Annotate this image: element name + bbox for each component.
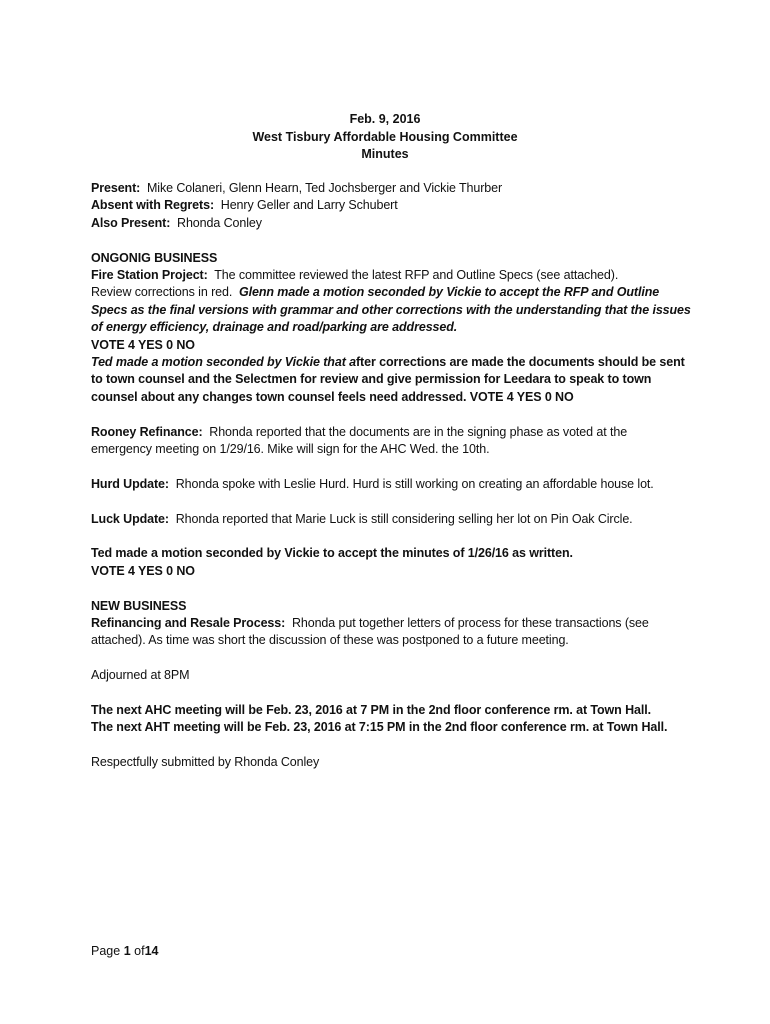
of-word: of: [134, 944, 145, 958]
present-value: Mike Colaneri, Glenn Hearn, Ted Jochsberger and Vickie Thurber: [146, 181, 503, 195]
document-type: Minutes: [361, 147, 409, 161]
new-business-heading: NEW BUSINESS: [91, 598, 187, 613]
refinancing-line-1: [91, 615, 691, 632]
luck-line: [91, 511, 691, 528]
ted-motion-text-2: to town counsel and the Selectmen for review and give permission for Leedara to speak to town: [91, 372, 652, 387]
refinancing-label: Refinancing and Resale Process:: [91, 616, 286, 631]
submitted-by: Respectfully submitted by Rhonda Conley: [91, 755, 320, 770]
next-ahc-meeting: The next AHC meeting will be Feb. 23, 2016 at 7 PM in the 2nd floor conference rm. at Town Hall.: [91, 703, 651, 718]
ted-motion-line-1: [91, 354, 691, 371]
fire-station-line-1: [91, 267, 691, 284]
next-meetings-section: [91, 702, 691, 737]
attendance-section: [91, 180, 691, 232]
next-aht-meeting: The next AHT meeting will be Feb. 23, 2016 at 7:15 PM in the 2nd floor conference rm. at Town Hall.: [91, 720, 668, 735]
present-line: [91, 180, 691, 197]
fire-station-motion-1: Glenn made a motion seconded by Vickie to accept the RFP and Outline: [238, 285, 660, 300]
fire-station-text-2: Review corrections in red.: [91, 285, 233, 300]
rooney-section: [91, 424, 691, 459]
meeting-date: Feb. 9, 2016: [349, 112, 421, 126]
ongoing-business-heading: ONGONIG BUSINESS: [91, 250, 218, 265]
ted-motion-text-3: counsel about any changes town counsel feels need addressed. VOTE 4 YES 0 NO: [91, 389, 574, 404]
luck-text: Rhonda reported that Marie Luck is still considering selling her lot on Pin Oak Circle.: [175, 511, 633, 526]
ted-motion-italic: Ted made a motion seconded by Vickie that a: [91, 355, 356, 370]
present-label: Present:: [91, 181, 141, 195]
fire-station-line-2: [91, 284, 691, 301]
fire-station-label: Fire Station Project:: [91, 268, 208, 283]
new-business-section: [91, 598, 691, 650]
absent-label: Absent with Regrets:: [91, 198, 215, 213]
minutes-motion-section: [91, 545, 691, 580]
also-present-value: Rhonda Conley: [177, 215, 262, 230]
rooney-line-1: [91, 424, 691, 441]
absent-value: Henry Geller and Larry Schubert: [220, 198, 398, 213]
hurd-line: [91, 476, 691, 493]
hurd-text: Rhonda spoke with Leslie Hurd. Hurd is still working on creating an affordable house lot.: [175, 476, 654, 491]
page-word: Page: [91, 944, 121, 958]
refinancing-text-1: Rhonda put together letters of process for these transactions (see: [291, 616, 649, 631]
rooney-label: Rooney Refinance:: [91, 424, 203, 439]
adjourned-line: Adjourned at 8PM: [91, 668, 190, 683]
luck-label: Luck Update:: [91, 511, 169, 526]
document-body: [91, 180, 691, 772]
luck-section: [91, 511, 691, 528]
committee-name: West Tisbury Affordable Housing Committee: [252, 129, 518, 144]
document-header: [0, 111, 770, 164]
hurd-label: Hurd Update:: [91, 476, 169, 491]
page-current: 1: [123, 944, 131, 958]
page-total: 14: [144, 944, 159, 958]
minutes-motion: Ted made a motion seconded by Vickie to accept the minutes of 1/26/16 as written.: [91, 546, 573, 561]
fire-station-motion-2: Specs as the final versions with grammar and other corrections with the understanding that the issues: [91, 302, 691, 317]
also-present-line: [91, 215, 691, 232]
rooney-text-2: emergency meeting on 1/29/16. Mike will sign for the AHC Wed. the 10th.: [91, 442, 490, 457]
rooney-text-1: Rhonda reported that the documents are in the signing phase as voted at the: [209, 424, 628, 439]
also-present-label: Also Present:: [91, 215, 171, 230]
absent-line: [91, 197, 691, 214]
minutes-vote: VOTE 4 YES 0 NO: [91, 563, 195, 578]
refinancing-text-2: attached). As time was short the discussion of these was postponed to a future meeting.: [91, 633, 569, 648]
page-footer: [91, 943, 158, 960]
ted-motion-text-1: fter corrections are made the documents should be sent: [355, 355, 685, 370]
ongoing-business-section: [91, 250, 691, 407]
hurd-section: [91, 476, 691, 493]
fire-station-text-1: The committee reviewed the latest RFP and Outline Specs (see attached).: [214, 268, 619, 283]
fire-station-motion-3: of energy efficiency, drainage and road/parking are addressed.: [91, 320, 458, 335]
fire-station-vote: VOTE 4 YES 0 NO: [91, 337, 195, 352]
